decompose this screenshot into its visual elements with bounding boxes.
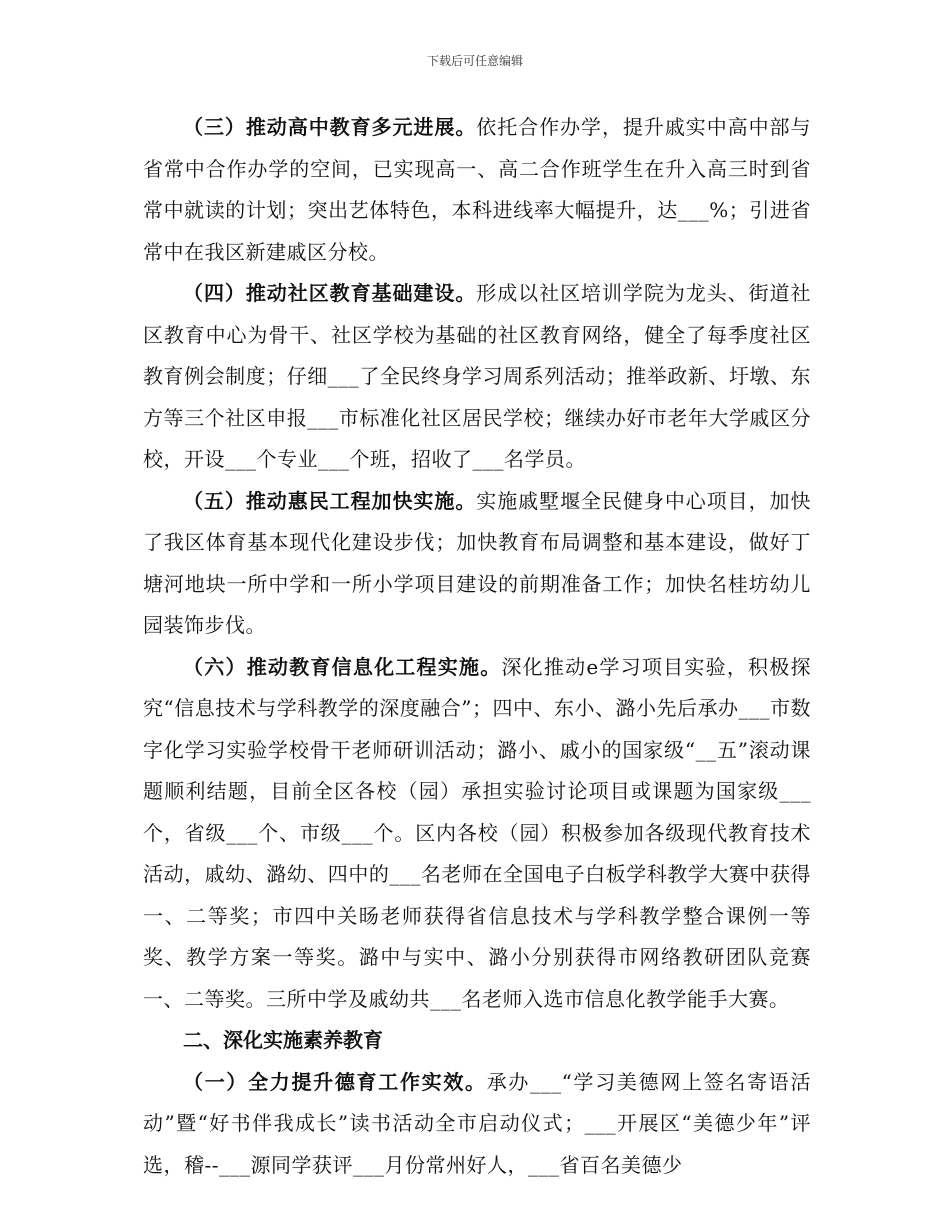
- document-body: [143, 107, 811, 1186]
- paragraph-informatization: [143, 647, 811, 1021]
- paragraph-lead: （五）推动惠民工程加快实施。: [183, 488, 477, 513]
- section-heading: 二、深化实施素养教育: [183, 1028, 383, 1052]
- paragraph-lead: （三）推动高中教育多元进展。: [183, 115, 477, 139]
- paragraph-community-education: [143, 273, 811, 481]
- paragraph-lead: （四）推动社区教育基础建设。: [183, 281, 477, 305]
- paragraph-body: 深化推动e学习项目实验，积极探究“信息技术与学科教学的深度融合”；四中、东小、潞小先后承办___市数字化学习实验学校骨干老师研训活动；潞小、戚小的国家级“__五”滚动课题顺利结题，目前全区各校（园）承担实验讨论项目或课题为国家级___个，省级___个、市级___个。区内各校（园）积极参加各级现代教育技术活动，戚幼、潞幼、四中的___名老师在全国电子白板学科教学大赛中获得一、二等奖；市四中关旸老师获得省信息技术与学科教学整合课例一等奖、教学方案一等奖。潞中与实中、潞小分别获得市网络教研团队竞赛一、二等奖。三所中学及戚幼共___名老师入选市信息化教学能手大赛。: [143, 654, 812, 1011]
- paragraph-high-school: [143, 107, 811, 273]
- paragraph-lead: （六）推动教育信息化工程实施。: [183, 654, 502, 679]
- paragraph-body: 形成以社区培训学院为龙头、街道社区教育中心为骨干、社区学校为基础的社区教育网络，健全了每季度社区教育例会制度；仔细___了全民终身学习周系列活动；推举政新、圩墩、东方等三个社区申报___市标准化社区居民学校；继续办好市老年大学戚区分校，开设___个专业___个班，招收了___名学员。: [143, 281, 812, 471]
- paragraph-body: 承办___“学习美德网上签名寄语活动”暨“好书伴我成长”读书活动全市启动仪式；___开展区“美德少年”评选，稽--___源同学获评___月份常州好人，___省百名美德少: [143, 1069, 811, 1177]
- paragraph-body: 实施戚墅堰全民健身中心项目，加快了我区体育基本现代化建设步伐；加快教育布局调整和基本建设，做好丁塘河地块一所中学和一所小学项目建设的前期准备工作；加快名桂坊幼儿园装饰步伐。: [143, 488, 812, 637]
- paragraph-lead: （一）全力提升德育工作实效。: [183, 1069, 487, 1094]
- paragraph-moral-education: [143, 1062, 811, 1187]
- paragraph-public-welfare: [143, 481, 811, 647]
- page-header: 下载后可任意编辑: [426, 54, 523, 68]
- paragraph-body: 依托合作办学，提升戚实中高中部与省常中合作办学的空间，已实现高一、高二合作班学生在升入高三时到省常中就读的计划；突出艺体特色，本科进线率大幅提升，达___%；引进省常中在我区新建戚区分校。: [143, 115, 812, 264]
